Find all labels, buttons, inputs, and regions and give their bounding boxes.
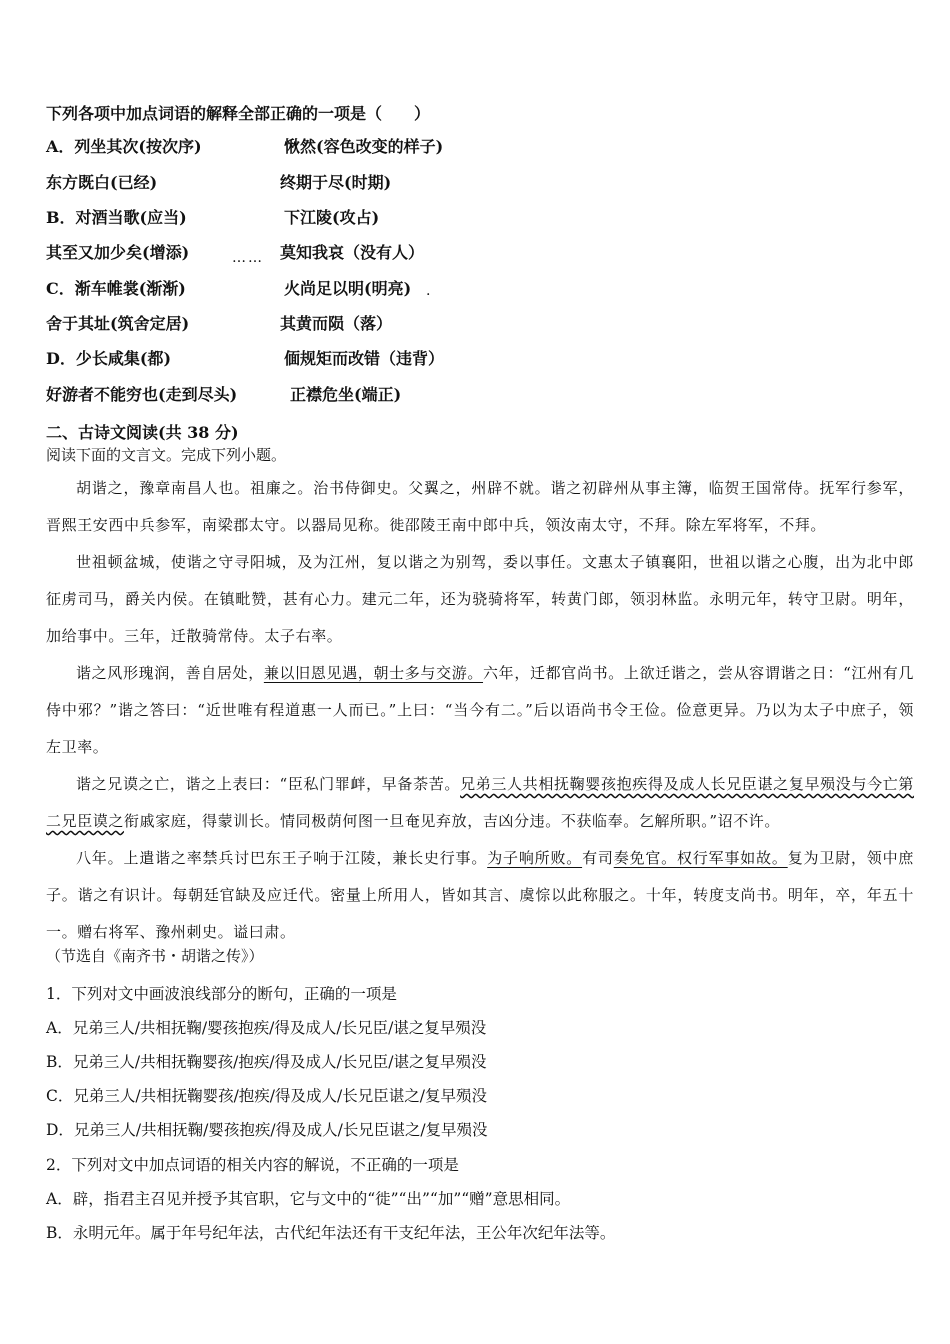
stray-mark: .: [426, 283, 431, 299]
passage-paragraph: 世祖顿盆城，使谐之守寻阳城，及为江州，复以谐之为别驾，委以事任。文惠太子镇襄阳，世祖以谐之心腹，出为北中郎征虏司马，爵关内侯。在镇毗赞，甚有心力。建元二年，还为骁骑将军，转黄门郎，领羽林监。永明元年，转守卫尉。明年，加给事中。三年，迁散骑常侍。太子右率。: [46, 553, 914, 645]
option-row: [46, 134, 606, 158]
option-right: 火尚足以明(明亮): [284, 279, 412, 298]
passage-text: 八年。上遣谐之率禁兵讨巴东王子响于江陵，兼长史行事。: [76, 849, 488, 867]
option-left: B．对酒当歌(应当): [46, 208, 187, 227]
option-row: [46, 170, 606, 194]
question-1-choice-d: D．兄弟三人/共相抚鞠/婴孩抱疾/得及成人/长兄臣谌之/复早殒没: [46, 1121, 488, 1139]
option-right: 莫知我哀（没有人）: [280, 243, 425, 262]
option-row: [46, 382, 606, 406]
option-row: [46, 276, 606, 300]
question-1-choice-c: C．兄弟三人/共相抚鞠婴孩/抱疾/得及成人/长兄臣谌之/复早殒没: [46, 1087, 487, 1105]
underlined-sentence: 权行军事如故。: [676, 849, 788, 867]
passage-text: 有司: [582, 849, 614, 867]
question-2-choice-a: A．辟，指君主召见并授予其官职，它与文中的“徙”“出”“加”“赠”意思相同。: [46, 1190, 571, 1208]
underlined-sentence: 为子响所败。: [487, 849, 583, 867]
emphasis-dots: ……: [232, 250, 264, 266]
question-1-choice-b: B．兄弟三人/共相抚鞠婴孩/抱疾/得及成人/长兄臣/谌之复早殒没: [46, 1053, 487, 1071]
option-left: A．列坐其次(按次序): [46, 137, 202, 156]
question-1-choice-a: A．兄弟三人/共相抚鞠/婴孩抱疾/得及成人/长兄臣/谌之复早殒没: [46, 1019, 487, 1037]
option-right: 下江陵(攻占): [284, 208, 380, 227]
option-left: C．渐车帷裳(渐渐): [46, 279, 186, 298]
option-left: 其至又加少矣(增添): [46, 243, 190, 262]
option-row: [46, 346, 606, 370]
passage-paragraph: [46, 840, 914, 951]
instruction: 阅读下面的文言文。完成下列小题。: [46, 446, 287, 464]
question-2-choice-b: B．永明元年。属于年号纪年法，古代纪年法还有干支纪年法，王公年次纪年法等。: [46, 1224, 616, 1242]
passage-text: 衔戚家庭，得蒙训长。情同极荫何图一旦奄见弃放，吉凶分违。不获临奉。乞解所职。”诏不许。: [124, 812, 780, 830]
passage-paragraph: [46, 766, 914, 840]
option-left: 舍于其址(筑舍定居): [46, 314, 190, 333]
question-1-stem: 1．下列对文中画波浪线部分的断句，正确的一项是: [46, 985, 397, 1003]
option-right: 愀然(容色改变的样子): [284, 137, 444, 156]
wavy-underlined-text: 兄弟三人共相抚鞠婴孩抱疾得及成人长兄臣谌之复早殒没与今亡第二兄臣谟之: [46, 775, 915, 830]
underlined-sentence: 奏免官。: [613, 849, 677, 867]
option-right: 终期于尽(时期): [280, 173, 392, 192]
option-right: 正襟危坐(端正): [290, 385, 402, 404]
passage-paragraph: [46, 655, 914, 766]
option-right: 偭规矩而改错（违背）: [284, 349, 445, 368]
option-row: [46, 240, 606, 264]
option-left: 东方既白(已经): [46, 173, 158, 192]
passage-paragraph: 胡谐之，豫章南昌人也。祖廉之。治书侍御史。父翼之，州辟不就。谐之初辟州从事主簿，临贺王国常侍。抚军行参军，晋熙王安西中兵参军，南梁郡太守。以器局见称。徙邵陵王南中郎中兵，领汝南太守，不拜。除左军将军，不拜。: [46, 479, 914, 534]
passage-text: 谐之风形瑰润，善自居处，: [76, 664, 264, 682]
passage-text: 谐之兄谟之亡，谐之上表曰：“臣私门罪衅，早备荼苦。: [76, 775, 461, 793]
source-citation: （节选自《南齐书・胡谐之传》）: [46, 947, 264, 965]
option-row: [46, 205, 606, 229]
question-2-stem: 2．下列对文中加点词语的相关内容的解说，不正确的一项是: [46, 1156, 459, 1174]
underlined-sentence: 兼以旧恩见遇，朝士多与交游。: [263, 664, 484, 682]
option-row: [46, 311, 606, 335]
question-header: 下列各项中加点词语的解释全部正确的一项是（ ）: [46, 104, 431, 123]
passage-text: 复为卫尉，领中庶子。谐之有识计。每朝廷官缺及应迁代。密量上所用人，皆如其言、虞悰以此称服之。十年，转度支尚书。明年，卒，年五十一。赠右将军、豫州刺史。谥曰肃。: [46, 849, 914, 941]
option-right: 其黄而陨（落）: [280, 314, 393, 333]
option-left: 好游者不能穷也(走到尽头): [46, 385, 238, 404]
section-title: 二、古诗文阅读(共 38 分): [46, 423, 239, 442]
option-left: D．少长咸集(都): [46, 349, 172, 368]
passage-text: 六年，迁都官尚书。上欲迁谐之，尝从容谓谐之日：“江州有几侍中邪？”谐之答曰：“近世唯有程道惠一人而已。”上曰：“当今有二。”后以语尚书令王俭。俭意更异。乃以为太子中庶子，领左卫率。: [46, 664, 914, 756]
classical-passage: [46, 470, 914, 951]
